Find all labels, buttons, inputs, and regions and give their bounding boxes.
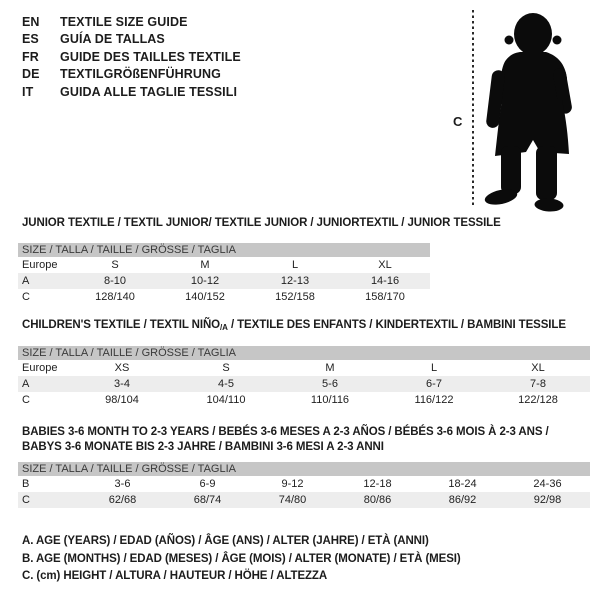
table-row-height [18, 392, 590, 408]
footnotes [22, 533, 461, 586]
size-cell: XS [114, 362, 130, 374]
size-cell: M [325, 362, 335, 374]
table-row-age [18, 376, 590, 392]
value-cell: 3-4 [70, 376, 174, 392]
table-row-height [18, 492, 590, 508]
language-label: GUÍA DE TALLAS [60, 32, 165, 47]
junior-table-title: JUNIOR TEXTILE / TEXTIL JUNIOR/ TEXTILE JUNIOR / JUNIORTEXTIL / JUNIOR TESSILE [22, 217, 501, 229]
value-cell: 140/152 [185, 291, 225, 303]
value-cell: 74/80 [250, 492, 335, 508]
value-cell: 18-24 [448, 478, 477, 490]
language-code: IT [22, 84, 34, 99]
value-cell: 152/158 [275, 291, 315, 303]
row-label: A [18, 273, 70, 289]
value-cell: 68/74 [165, 492, 250, 508]
language-label: GUIDA ALLE TAGLIE TESSILI [60, 84, 238, 99]
value-cell: 6-9 [199, 478, 216, 490]
language-code: FR [22, 49, 39, 64]
footnote-c: C. (cm) HEIGHT / ALTURA / HAUTEUR / HÖHE / ALTEZZA [22, 570, 328, 582]
value-cell: 98/104 [105, 394, 139, 406]
toddler-silhouette-icon [483, 13, 572, 212]
size-cell: M [200, 259, 210, 271]
value-cell: 110/116 [310, 394, 350, 406]
value-cell: 62/68 [80, 492, 165, 508]
size-cell: S [222, 362, 230, 374]
value-cell: 6-7 [382, 376, 486, 392]
value-cell: 128/140 [95, 291, 135, 303]
babies-size-table [18, 462, 590, 508]
size-cell: S [111, 259, 119, 271]
language-label: TEXTILGRÖßENFÜHRUNG [60, 67, 221, 82]
row-label: Europe [22, 259, 58, 271]
children-title-pre: CHILDREN'S TEXTILE / TEXTIL NIÑO [22, 319, 221, 331]
size-cell: XL [378, 259, 392, 271]
value-cell: 92/98 [505, 492, 590, 508]
junior-size-table [18, 243, 430, 305]
size-header-bar: SIZE / TALLA / TAILLE / GRÖSSE / TAGLIA [18, 462, 590, 476]
language-label: GUIDE DES TAILLES TEXTILE [60, 49, 241, 64]
babies-title-line2: BABYS 3-6 MONATE BIS 2-3 JAHRE / BAMBINI 3-6 MESI A 2-3 ANNI [22, 440, 384, 453]
value-cell: 12-18 [363, 478, 392, 490]
language-code: ES [22, 32, 39, 47]
value-cell: 9-12 [281, 478, 304, 490]
table-row-europe [18, 360, 590, 376]
table-row-height [18, 289, 430, 305]
language-row-de [22, 66, 241, 84]
value-cell: 8-10 [70, 273, 160, 289]
value-cell: 158/170 [365, 291, 405, 303]
language-row-it [22, 83, 241, 101]
size-header-bar: SIZE / TALLA / TAILLE / GRÖSSE / TAGLIA [18, 346, 590, 360]
children-table-title [22, 319, 566, 332]
value-cell: 12-13 [250, 273, 340, 289]
children-size-table [18, 346, 590, 408]
value-cell: 4-5 [174, 376, 278, 392]
size-cell: L [430, 362, 438, 374]
row-label: Europe [22, 362, 58, 374]
value-cell: 24-36 [533, 478, 562, 490]
value-cell: 80/86 [335, 492, 420, 508]
babies-table-title [22, 425, 549, 454]
size-header-bar: SIZE / TALLA / TAILLE / GRÖSSE / TAGLIA [18, 243, 430, 257]
table-row-months [18, 476, 590, 492]
babies-title-line1: BABIES 3-6 MONTH TO 2-3 YEARS / BEBÉS 3-6 MESES A 2-3 AÑOS / BÉBÉS 3-6 MOIS À 2-3 ANS / [22, 426, 549, 438]
language-row-en [22, 13, 241, 31]
size-cell: L [291, 259, 299, 271]
language-code: DE [22, 67, 40, 82]
toddler-figure [448, 4, 598, 216]
row-label: B [22, 478, 30, 490]
value-cell: 86/92 [420, 492, 505, 508]
value-cell: 5-6 [278, 376, 382, 392]
value-cell: 122/128 [518, 394, 558, 406]
language-row-es [22, 31, 241, 49]
value-cell: 10-12 [160, 273, 250, 289]
height-marker-label: C [453, 114, 463, 129]
value-cell: 14-16 [340, 273, 430, 289]
table-row-europe [18, 257, 430, 273]
value-cell: 3-6 [114, 478, 131, 490]
footnote-a: A. AGE (YEARS) / EDAD (AÑOS) / ÂGE (ANS) / ALTER (JAHRE) / ETÀ (ANNI) [22, 535, 429, 547]
children-title-post: / TEXTILE DES ENFANTS / KINDERTEXTIL / BAMBINI TESSILE [227, 319, 566, 331]
language-label: TEXTILE SIZE GUIDE [60, 14, 188, 29]
footnote-b: B. AGE (MONTHS) / EDAD (MESES) / ÂGE (MOIS) / ALTER (MONATE) / ETÀ (MESI) [22, 552, 461, 565]
row-label: C [18, 492, 80, 508]
row-label: A [18, 376, 70, 392]
size-cell: XL [531, 362, 545, 374]
language-row-fr [22, 48, 241, 66]
value-cell: 104/110 [206, 394, 246, 406]
row-label: C [22, 394, 30, 406]
value-cell: 7-8 [486, 376, 590, 392]
language-guide-list [22, 13, 241, 101]
table-row-age [18, 273, 430, 289]
children-title-sub: /A [220, 323, 228, 332]
value-cell: 116/122 [414, 394, 454, 406]
row-label: C [22, 291, 30, 303]
language-code: EN [22, 14, 40, 29]
